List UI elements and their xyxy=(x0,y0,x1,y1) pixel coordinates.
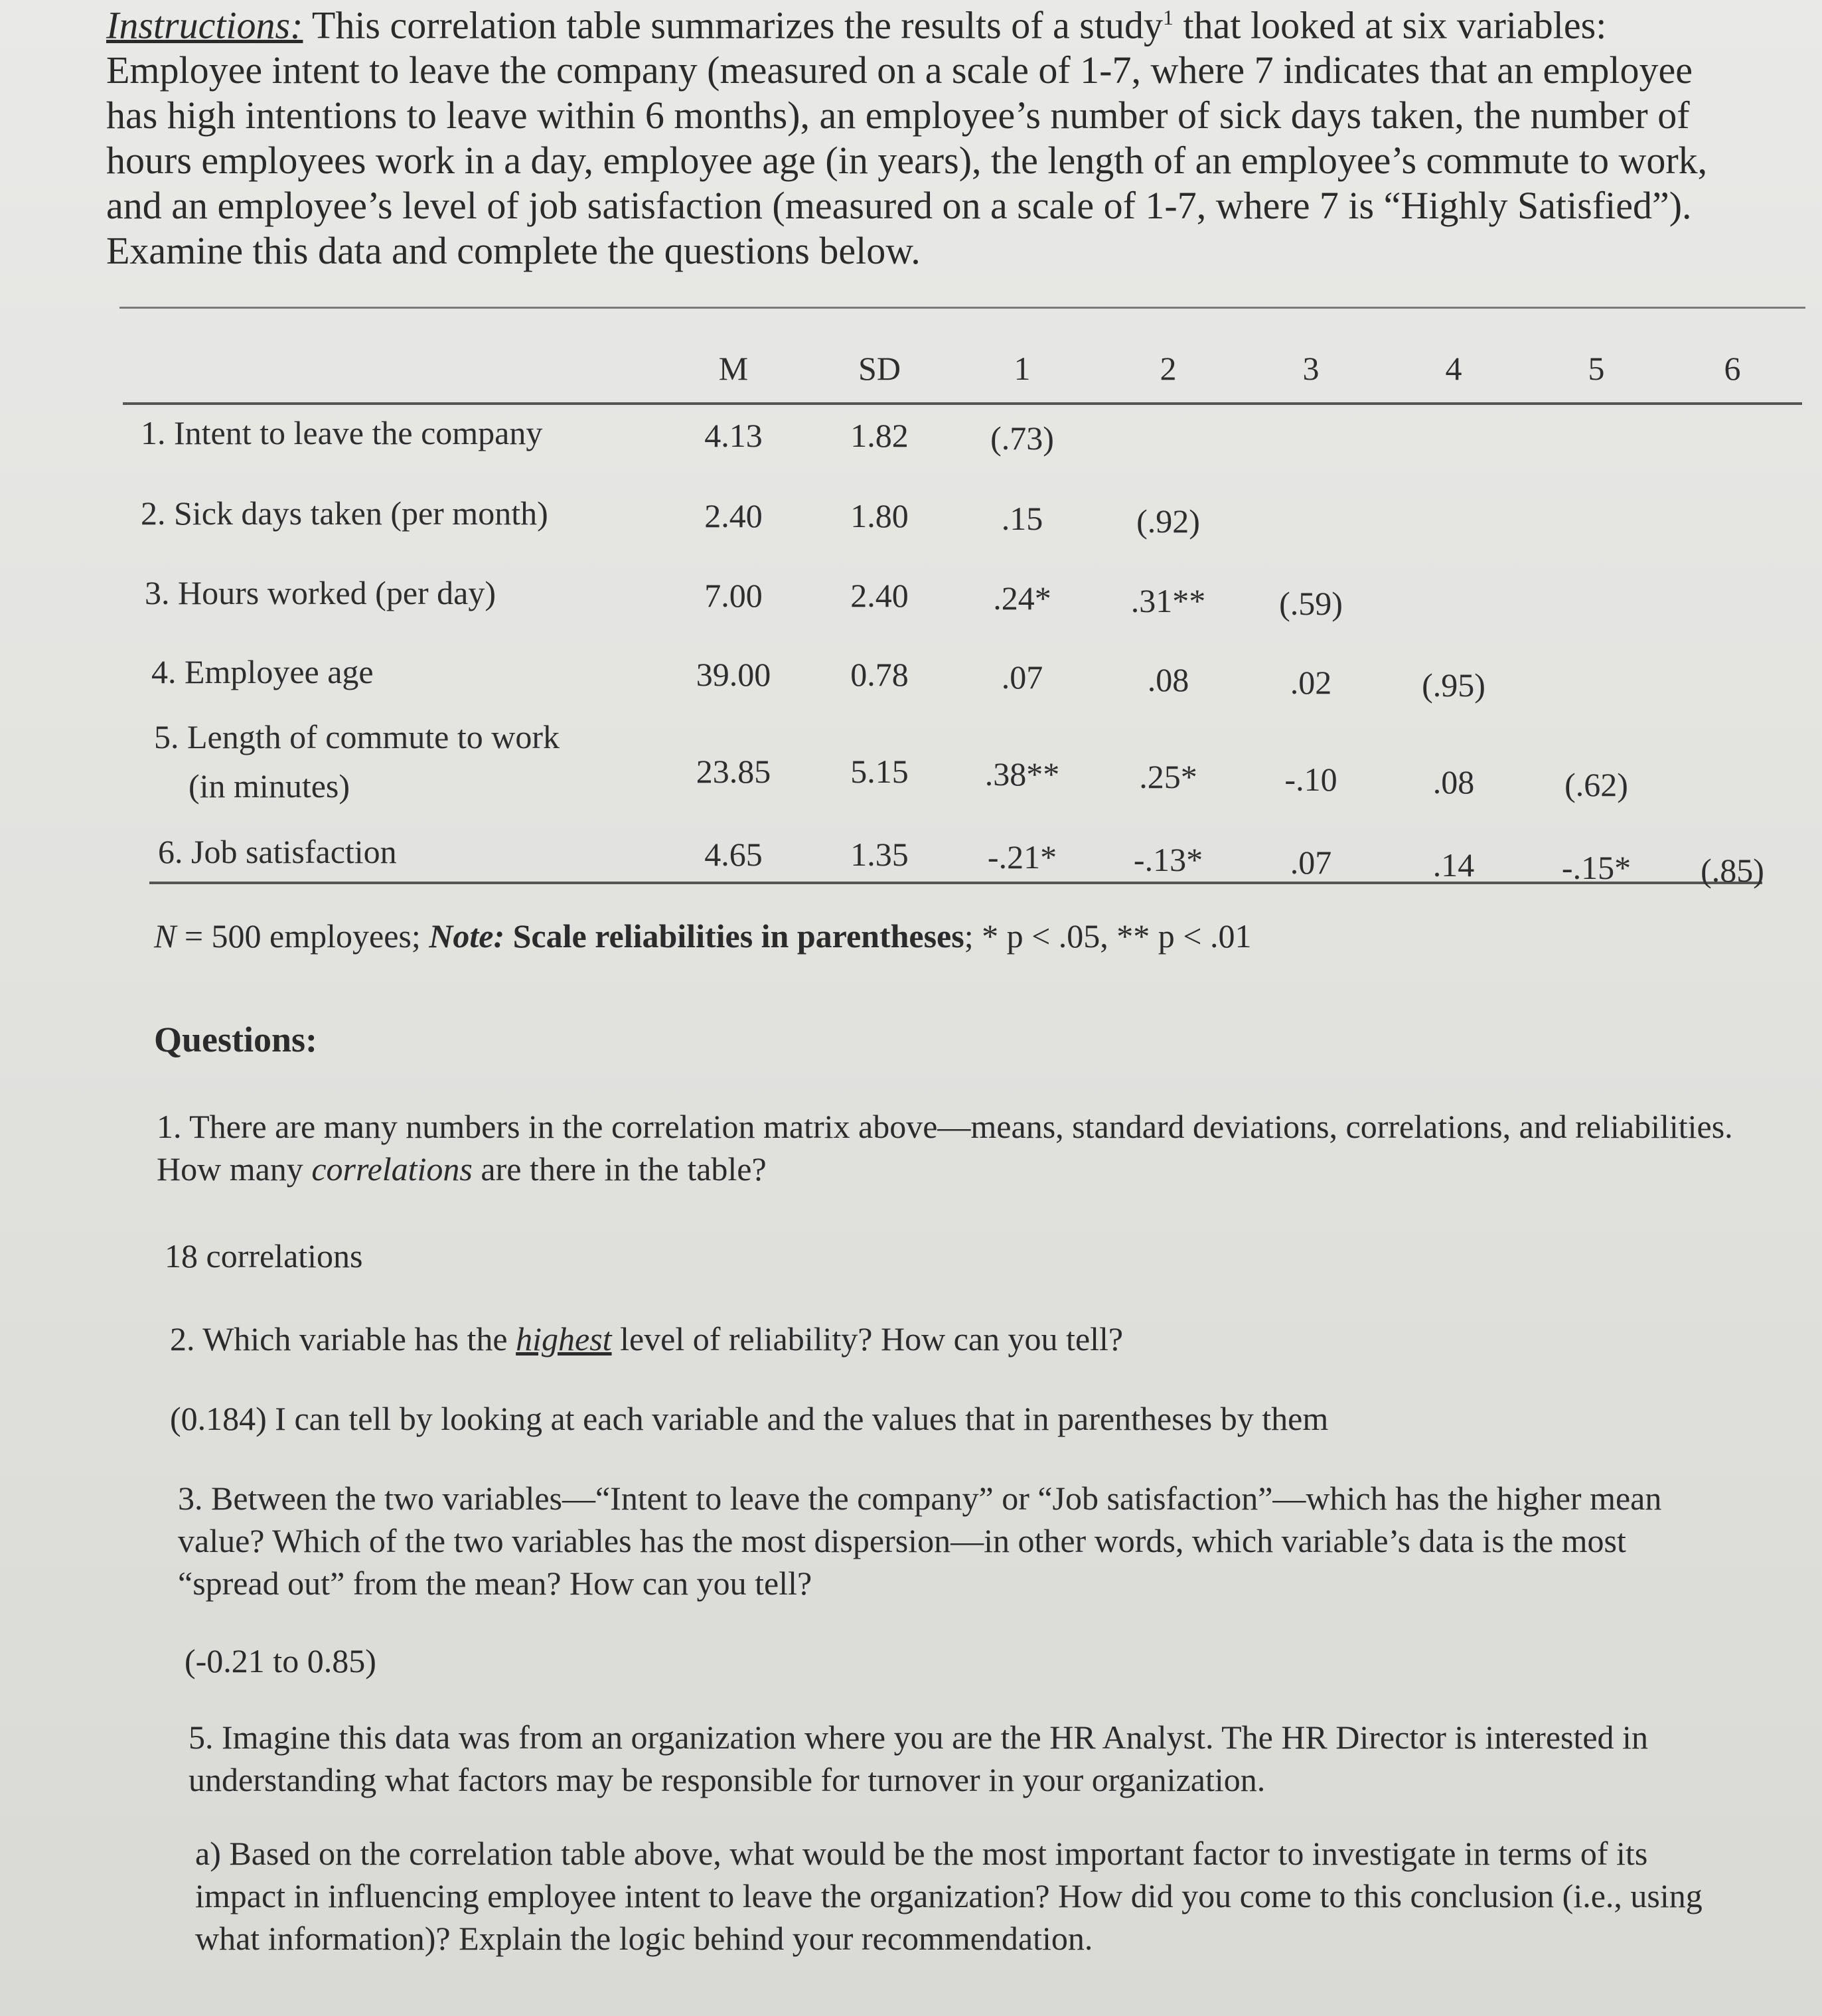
row-label-4: 4. Employee age xyxy=(151,653,374,690)
row-4-sd: 0.78 xyxy=(850,656,909,693)
row-4-mean: 39.00 xyxy=(696,656,771,693)
question-1-emphasis: correlations xyxy=(311,1150,473,1188)
row-6-corr-1: -.21* xyxy=(987,838,1057,876)
table-note xyxy=(154,916,1252,956)
row-5-corr-2: .25* xyxy=(1139,758,1197,795)
question-5a: a) Based on the correlation table above, what would be the most important factor to investigate in terms of its impact in influencing employee intent to leave the organization? How did you come to this conclusion (i.e., using what information)? Explain the logic behind your recommendation. xyxy=(195,1835,1703,1957)
row-5-corr-1: .38** xyxy=(984,755,1060,793)
instructions-label: Instructions: xyxy=(106,3,303,47)
instructions-paragraph xyxy=(106,0,1752,273)
question-1 xyxy=(157,1105,1750,1190)
note-bold-text: Scale reliabilities in parentheses xyxy=(504,917,964,955)
row-2-corr-1: .15 xyxy=(1001,500,1043,537)
table-bottom-rule xyxy=(149,882,1762,884)
row-4-corr-1: .07 xyxy=(1001,659,1043,696)
question-2-text-a: 2. Which variable has the xyxy=(170,1320,516,1357)
answer-3: (-0.21 to 0.85) xyxy=(185,1642,376,1679)
note-label: Note: xyxy=(429,917,505,955)
row-label-5: 5. Length of commute to work xyxy=(154,718,560,755)
instructions-text-1: This correlation table summarizes the results of a study xyxy=(303,3,1163,47)
table-header-col-2: 2 xyxy=(1160,350,1177,387)
row-label-6: 6. Job satisfaction xyxy=(158,833,397,870)
table-header-m: M xyxy=(718,350,749,387)
instructions-text-2: that looked at six variables: Employee intent to leave the company (measured on a scale of 1-7, where 7 indicates that an employee has high intentions to leave within 6 months), an employee’s number of sick days taken, the number of hours employees work in a day, employee age (in years), the length of an employee’s commute to work, and an employee’s level of job satisfaction (measured on a scale of 1-7, where 7 is “Highly Satisfied”). Examine this data and complete the questions below. xyxy=(106,3,1708,273)
question-1-text-b: are there in the table? xyxy=(472,1150,767,1188)
question-2 xyxy=(170,1318,1697,1360)
row-2-corr-2: (.92) xyxy=(1136,503,1200,540)
note-n-rest: = 500 employees; xyxy=(176,917,429,955)
question-1-text-a: 1. There are many numbers in the correlation matrix above—means, standard deviations, correlations, and reliabilities. How many xyxy=(157,1108,1733,1188)
answer-2: (0.184) I can tell by looking at each variable and the values that in parentheses by them xyxy=(170,1400,1329,1437)
footnote-mark: 1 xyxy=(1162,5,1174,29)
row-6-corr-6: (.85) xyxy=(1701,852,1764,889)
row-6-corr-2: -.13* xyxy=(1133,841,1203,878)
question-3: 3. Between the two variables—“Intent to leave the company” or “Job satisfaction”—which has the higher mean value? Which of the two variables has the most dispersion—in other words, which variable’s data is the most “spread out” from the mean? How can you tell? xyxy=(178,1480,1662,1602)
row-3-corr-3: (.59) xyxy=(1279,585,1343,622)
row-label-2: 2. Sick days taken (per month) xyxy=(141,495,548,532)
answer-1: 18 correlations xyxy=(165,1237,363,1275)
row-3-corr-1: .24* xyxy=(993,580,1051,617)
row-label-5-line2: (in minutes) xyxy=(189,767,350,805)
question-2-text-b: level of reliability? How can you tell? xyxy=(611,1320,1124,1357)
table-header-col-4: 4 xyxy=(1445,350,1462,387)
note-significance: ; * p < .05, ** p < .01 xyxy=(964,917,1252,955)
row-5-corr-4: .08 xyxy=(1432,763,1475,801)
row-6-corr-5: -.15* xyxy=(1561,849,1632,886)
table-header-rule xyxy=(123,402,1802,405)
row-4-corr-2: .08 xyxy=(1147,661,1189,698)
row-5-mean: 23.85 xyxy=(696,753,771,790)
question-5: 5. Imagine this data was from an organization where you are the HR Analyst. The HR Director is interested in understanding what factors may be responsible for turnover in your organization. xyxy=(189,1719,1648,1798)
row-6-corr-3: .07 xyxy=(1290,844,1332,881)
questions-heading: Questions: xyxy=(154,1020,318,1059)
row-3-mean: 7.00 xyxy=(704,577,763,614)
table-header-col-3: 3 xyxy=(1302,350,1320,387)
note-n: N xyxy=(154,917,177,955)
row-3-corr-2: .31** xyxy=(1130,582,1206,619)
row-5-corr-3: -.10 xyxy=(1284,761,1337,798)
row-label-3: 3. Hours worked (per day) xyxy=(145,574,496,611)
row-label-1: 1. Intent to leave the company xyxy=(141,414,543,451)
row-1-sd: 1.82 xyxy=(850,417,909,454)
table-top-rule xyxy=(119,307,1805,309)
row-4-corr-3: .02 xyxy=(1290,664,1332,701)
table-header-col-1: 1 xyxy=(1014,350,1031,387)
row-5-corr-5: (.62) xyxy=(1564,766,1628,803)
row-2-sd: 1.80 xyxy=(850,497,909,534)
row-6-corr-4: .14 xyxy=(1432,846,1475,884)
row-6-mean: 4.65 xyxy=(704,836,763,873)
row-6-sd: 1.35 xyxy=(850,836,909,873)
row-1-corr-1: (.73) xyxy=(990,420,1054,457)
table-header-col-5: 5 xyxy=(1588,350,1605,387)
row-5-sd: 5.15 xyxy=(850,753,909,790)
row-2-mean: 2.40 xyxy=(704,497,763,534)
row-4-corr-4: (.95) xyxy=(1422,666,1485,704)
question-2-emphasis: highest xyxy=(516,1320,612,1357)
row-3-sd: 2.40 xyxy=(850,577,909,614)
row-1-mean: 4.13 xyxy=(704,417,763,454)
table-header-sd: SD xyxy=(858,350,901,387)
table-header-col-6: 6 xyxy=(1724,350,1741,387)
